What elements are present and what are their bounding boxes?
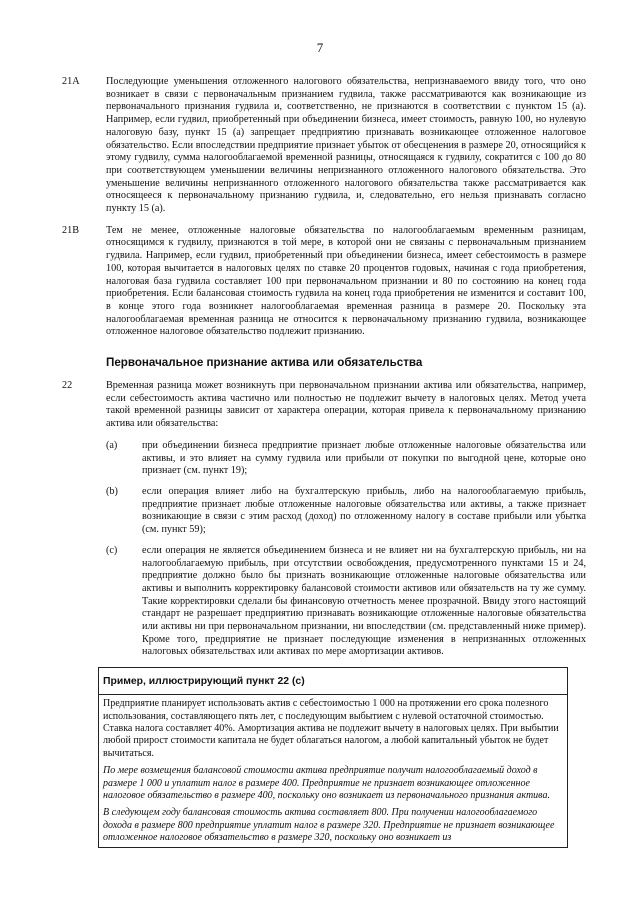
example-title: Пример, иллюстрирующий пункт 22 (с) xyxy=(99,668,567,695)
paragraph-text: Последующие уменьшения отложенного налогового обязательства, непризнаваемого ввиду того, что оно возникает в связи с первоначальным признанием гудвила, также рассматриваются как возникающие из первоначального признания гудвила и, соответственно, не признаются в соответствии с пунктом 15 (а). Например, если гудвил, приобретенный при объединении бизнеса, имеет стоимость, равную 100, но нулевую налоговую базу, пункт 15 (а) запрещает предприятию признавать возникающее отложенное налоговое обязательство. Если впоследствии предприятие признает убыток от обесценения в размере 20, относящийся к этому гудвилу, сумма налогооблагаемой временной разницы, относящаяся к гудвилу, сократится с 100 до 80 при соответствующем уменьшении величины непризнанного отложенного налогового обязательства. Это уменьшение величины непризнанного отложенного налогового обязательства также рассматривается как относящееся к первоначальному признанию гудвила, и, следовательно, его нельзя признавать согласно пункту 15 (а). xyxy=(106,76,586,215)
example-paragraph: Предприятие планирует использовать актив с себестоимостью 1 000 на протяжении его срока полезного использования, составляющего пять лет, с последующим выбытием с нулевой остаточной стоимостью. Ставка налога составляет 40%. Амортизация актива не подлежит вычету в налоговых целях. При выбытии любой прирост стоимости капитала не будет облагаться налогом, а любой капитальный убыток не будет вычитаться. xyxy=(103,698,559,759)
item-label: (a) xyxy=(106,439,118,451)
example-box xyxy=(98,667,568,847)
item-label: (b) xyxy=(106,485,118,497)
list-item-a xyxy=(106,440,586,478)
paragraph-number: 21B xyxy=(62,224,79,236)
section-heading: Первоначальное признание актива или обязательства xyxy=(106,356,423,370)
item-text: при объединении бизнеса предприятие признает любые отложенные налоговые обязательства или активы, и это влияет на сумму гудвила или прибыли от покупки по выгодной цене, которые оно признает (см. пункт 19); xyxy=(142,439,586,477)
list-item-b xyxy=(106,486,586,537)
page-number: 7 xyxy=(316,40,324,55)
paragraph-22 xyxy=(62,380,586,431)
example-paragraph-italic: По мере возмещения балансовой стоимости актива предприятие получит налогооблагаемый доход в размере 1 000 и уплатит налог в размере 400. Предприятие не признает возникающее отложенное налоговое обязательство в размере 400, поскольку оно возникает из первоначального признания актива. xyxy=(103,765,550,801)
paragraph-number: 22 xyxy=(62,380,73,392)
paragraph-21a xyxy=(62,76,586,216)
paragraph-text: Временная разница может возникнуть при первоначальном признании актива или обязательства, например, если себестоимость актива частично или полностью не подлежит вычету в налоговых целях. Метод учета такой временной разницы зависит от характера операции, которая привела к первоначальному признанию актива или обязательства: xyxy=(106,380,586,430)
paragraph-21b xyxy=(62,225,586,339)
item-text: если операция влияет либо на бухгалтерскую прибыль, либо на налогооблагаемую прибыль, предприятие признает любые отложенные налоговые обязательства или активы, а также признает возникающие в связи с этим расход (доход) по отложенному налогу в составе прибыли или убытка (см. пункт 59); xyxy=(142,485,586,536)
item-label: (c) xyxy=(106,544,118,556)
list-item-c xyxy=(106,545,586,659)
paragraph-text: Тем не менее, отложенные налоговые обязательства по налогооблагаемым временным разницам, относящимся к гудвилу, признаются в той мере, в которой они не связаны с первоначальным признанием гудвила. Например, если гудвил, приобретенный при объединении бизнеса, имеет себестоимость в размере 100, которая вычитается в налоговых целях по ставке 20 процентов годовых, начиная с года приобретения, налоговая база гудвила составляет 100 при первоначальном признании и 80 по состоянию на конец года приобретения. Если балансовая стоимость гудвила на конец года приобретения не изменится и составит 100, в конце этого года возникнет налогооблагаемая временная разница в размере 20. Поскольку эта налогооблагаемая временная разница не относится к первоначальному признанию гудвила, возникающее отложенное налоговое обязательство подлежит признанию. xyxy=(106,224,586,338)
example-paragraph-italic: В следующем году балансовая стоимость актива составляет 800. При получении налогооблагаемого дохода в размере 800 предприятие уплатит налог в размере 320. Предприятие не признает возникающее отложенное налоговое обязательство в размере 320, поскольку оно возникает из xyxy=(103,807,555,844)
item-text: если операция не является объединением бизнеса и не влияет ни на бухгалтерскую прибыль, ни на налогооблагаемую прибыль, при отсутствии освобождения, предусмотренного пунктами 15 и 24, предприятие должно было бы признать возникающие отложенные налоговые обязательства или активы и выполнить корректировку балансовой стоимости активов или обязательств на ту же сумму. Такие корректировки сделали бы финансовую отчетность менее прозрачной. Ввиду этого настоящий стандарт не разрешает предприятию признавать возникающие отложенные налоговые обязательства или активы ни при первоначальном признании, ни впоследствии (см. представленный ниже пример). Кроме того, предприятие не признает последующие изменения в непризнанных отложенных налоговых обязательствах или активах по мере амортизации активов. xyxy=(142,544,586,658)
paragraph-number: 21A xyxy=(62,76,80,87)
